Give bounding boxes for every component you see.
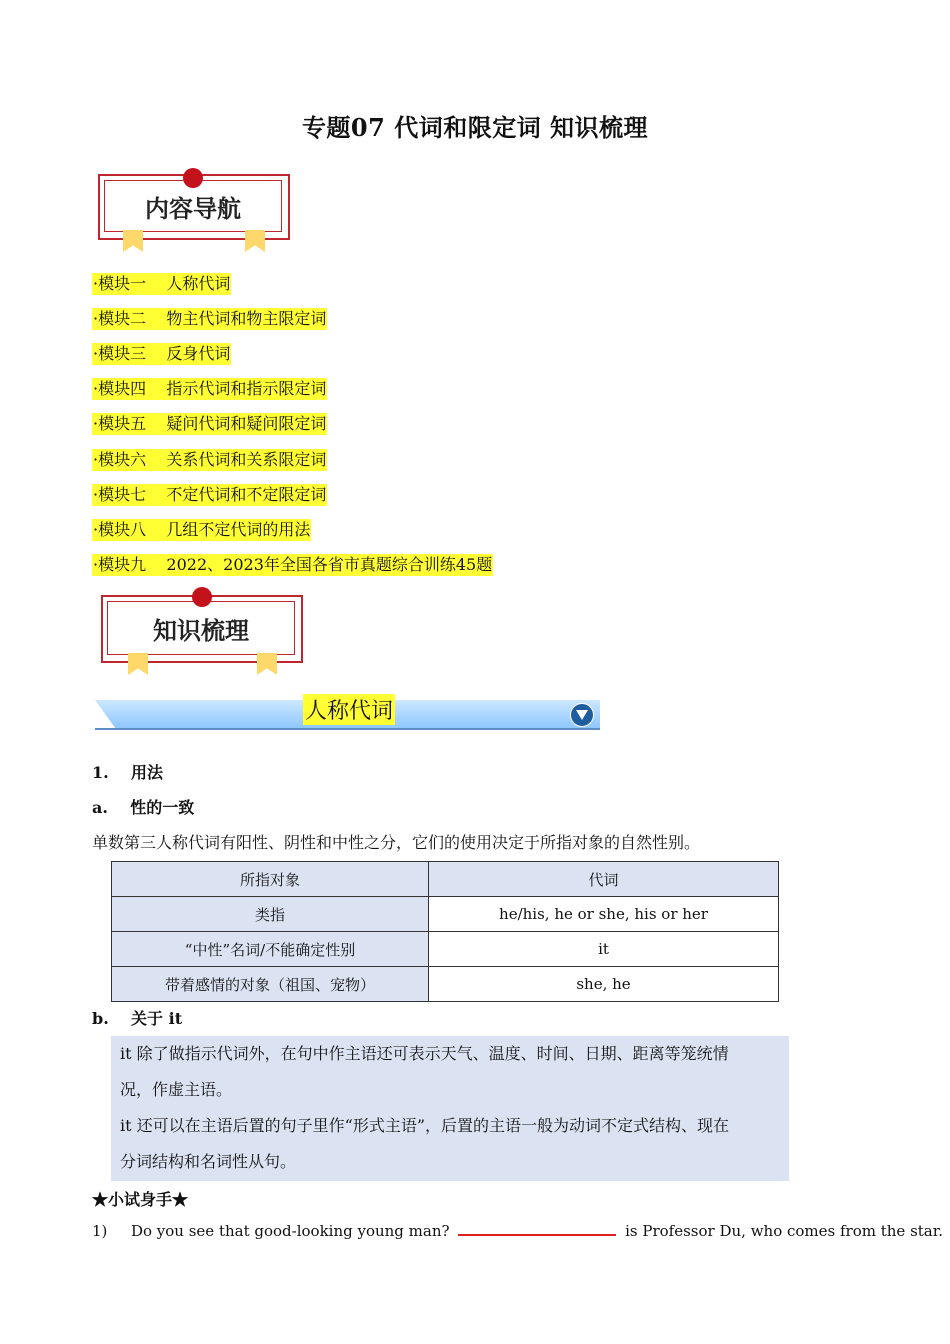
nav-item-6[interactable]: ·模块六 关系代词和关系限定词 [93,450,327,469]
it-note-line: it 除了做指示代词外，在句中作主语还可表示天气、温度、时间、日期、距离等笼统情 [120,1044,729,1063]
section-banner [95,700,600,730]
table-cell: it [429,932,779,967]
nav-item-9[interactable]: ·模块九 2022、2023年全国各省市真题综合训练45题 [93,555,493,574]
nav-item-4[interactable]: ·模块四 指示代词和指示限定词 [93,379,327,398]
question-text: is Professor Du, who comes from the star. [625,1222,944,1240]
nav-item-1[interactable]: ·模块一 人称代词 [93,274,231,293]
table-cell: she, he [429,967,779,1002]
ribbon-icon [257,653,277,675]
nav-item-8[interactable]: ·模块八 几组不定代词的用法 [93,520,311,539]
nav-badge-label: 内容导航 [104,180,282,232]
question-number: 1) [92,1222,108,1240]
nav-item-7[interactable]: ·模块七 不定代词和不定限定词 [93,485,327,504]
ribbon-icon [128,653,148,675]
knowledge-badge-label: 知识梳理 [107,601,295,655]
answer-blank[interactable] [458,1220,616,1236]
badge-pin-icon [183,168,203,188]
question-1 [92,1220,943,1240]
gender-heading: a. 性的一致 [92,798,195,817]
nav-item-2[interactable]: ·模块二 物主代词和物主限定词 [93,309,327,328]
nav-item-5[interactable]: ·模块五 疑问代词和疑问限定词 [93,414,327,433]
ribbon-icon [123,230,143,252]
section-banner-label: 人称代词 [303,694,395,725]
it-heading: b. 关于 it [92,1009,183,1028]
table-cell: 类指 [112,897,429,932]
it-note-line: 分词结构和名词性从句。 [120,1152,297,1171]
knowledge-badge [101,587,305,677]
table-header-row [112,862,779,897]
pronoun-table [111,861,779,1002]
table-row [112,967,779,1002]
table-row [112,897,779,932]
table-header: 代词 [429,862,779,897]
it-note-line: 况，作虚主语。 [120,1080,233,1099]
gender-intro: 单数第三人称代词有阳性、阴性和中性之分，它们的使用决定于所指对象的自然性别。 [92,833,701,852]
usage-heading: 1. 用法 [92,763,163,782]
it-note-line: it 还可以在主语后置的句子里作“形式主语”，后置的主语一般为动词不定式结构、现在 [120,1116,729,1135]
it-note-box [111,1036,789,1181]
question-text: Do you see that good-looking young man? [130,1222,450,1240]
table-cell: he/his, he or she, his or her [429,897,779,932]
ribbon-icon [245,230,265,252]
badge-pin-icon [192,587,212,607]
table-cell: 带着感情的对象（祖国、宠物） [112,967,429,1002]
table-header: 所指对象 [112,862,429,897]
chevron-down-icon[interactable] [570,703,594,727]
nav-badge [98,168,290,252]
table-row [112,932,779,967]
page-title: 专题07 代词和限定词 知识梳理 [301,113,649,142]
practice-heading: ★小试身手★ [92,1190,189,1209]
table-cell: “中性”名词/不能确定性别 [112,932,429,967]
nav-item-3[interactable]: ·模块三 反身代词 [93,344,231,363]
